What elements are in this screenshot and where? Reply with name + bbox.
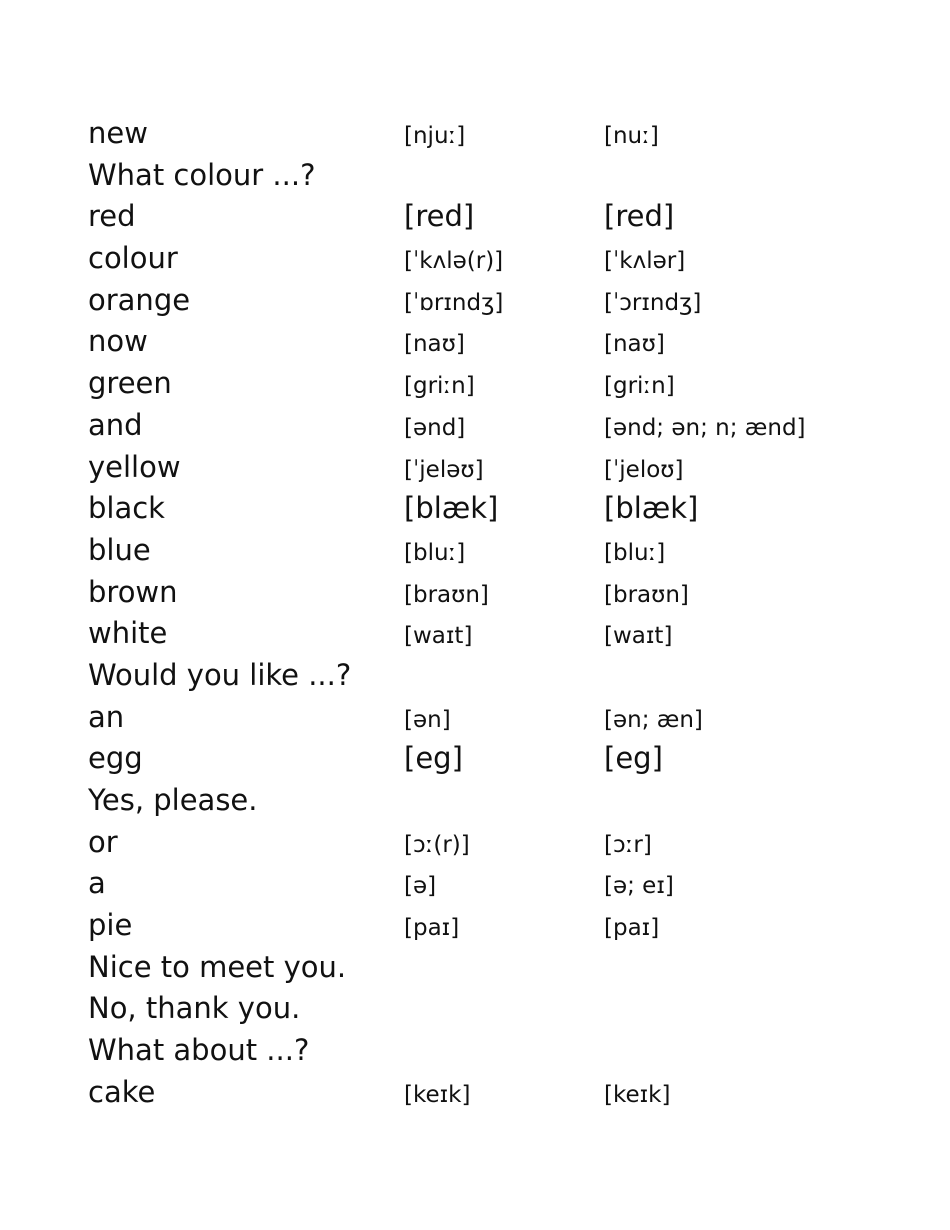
uk-phonetic: [paɪ] [404, 915, 460, 942]
uk-phonetic: [ˈɒrɪndʒ] [404, 289, 504, 316]
vocab-row [88, 1071, 868, 1113]
vocab-row [88, 112, 868, 154]
uk-phonetic: [naʊ] [404, 331, 465, 358]
vocab-row [88, 195, 868, 237]
uk-phonetic: [bluː] [404, 539, 466, 566]
us-phonetic: [waɪt] [604, 623, 673, 650]
vocab-row [88, 946, 868, 988]
vocab-word: egg [88, 741, 143, 776]
uk-phonetic: [braʊn] [404, 581, 489, 608]
vocab-row [88, 237, 868, 279]
vocab-word: Yes, please. [88, 783, 258, 817]
vocab-row [88, 404, 868, 446]
vocab-row [88, 529, 868, 571]
vocab-word: colour [88, 241, 178, 276]
us-phonetic: [ˈkʌlər] [604, 248, 686, 275]
vocab-word: yellow [88, 449, 181, 484]
uk-phonetic: [ˈjeləʊ] [404, 456, 484, 483]
us-phonetic: [braʊn] [604, 581, 689, 608]
vocab-row [88, 696, 868, 738]
vocab-row [88, 1029, 868, 1071]
vocab-row [88, 654, 868, 696]
vocab-word: or [88, 824, 118, 859]
uk-phonetic: [ə] [404, 873, 437, 900]
us-phonetic: [eg] [604, 741, 663, 776]
us-phonetic: [red] [604, 199, 675, 234]
vocab-word: Nice to meet you. [88, 949, 347, 984]
vocab-row [88, 862, 868, 904]
us-phonetic: [ənd; ən; n; ænd] [604, 414, 806, 441]
vocab-word: black [88, 491, 165, 526]
us-phonetic: [blæk] [604, 491, 699, 526]
us-phonetic: [paɪ] [604, 915, 660, 942]
uk-phonetic: [ɔː(r)] [404, 831, 470, 858]
vocab-word: green [88, 366, 172, 401]
vocab-word: white [88, 616, 168, 651]
us-phonetic: [ə; eɪ] [604, 873, 674, 900]
us-phonetic: [ɔːr] [604, 831, 652, 858]
uk-phonetic: [njuː] [404, 123, 466, 149]
vocab-row [88, 362, 868, 404]
vocab-row [88, 904, 868, 946]
us-phonetic: [griːn] [604, 373, 675, 400]
vocab-row [88, 737, 868, 779]
vocab-word: blue [88, 532, 151, 567]
vocab-word: orange [88, 282, 191, 317]
vocab-word: and [88, 407, 143, 442]
vocab-row [88, 446, 868, 488]
uk-phonetic: [griːn] [404, 373, 475, 400]
vocab-row [88, 320, 868, 362]
vocab-row [88, 821, 868, 863]
vocab-row [88, 154, 868, 196]
us-phonetic: [ˈjeloʊ] [604, 456, 684, 483]
uk-phonetic: [red] [404, 199, 475, 234]
us-phonetic: [ˈɔrɪndʒ] [604, 289, 702, 316]
uk-phonetic: [ənd] [404, 414, 466, 441]
uk-phonetic: [ˈkʌlə(r)] [404, 248, 504, 275]
vocab-row [88, 571, 868, 613]
vocab-row [88, 279, 868, 321]
vocab-word: pie [88, 908, 133, 943]
vocab-word: brown [88, 574, 178, 609]
us-phonetic: [nuː] [604, 123, 659, 149]
vocab-row [88, 612, 868, 654]
vocab-word: cake [88, 1074, 156, 1109]
us-phonetic: [bluː] [604, 539, 666, 566]
uk-phonetic: [ən] [404, 706, 451, 733]
us-phonetic: [ən; æn] [604, 706, 703, 733]
uk-phonetic: [blæk] [404, 491, 499, 526]
uk-phonetic: [waɪt] [404, 623, 473, 650]
vocab-word: red [88, 199, 136, 234]
vocab-word: Would you like ...? [88, 657, 352, 692]
vocab-word: new [88, 116, 148, 150]
vocab-word: What colour ...? [88, 157, 316, 192]
us-phonetic: [naʊ] [604, 331, 665, 358]
vocab-word: an [88, 699, 125, 734]
vocab-word: a [88, 866, 106, 901]
vocab-word: now [88, 324, 148, 359]
vocab-word: What about ...? [88, 1033, 310, 1068]
vocab-row [88, 779, 868, 821]
vocab-word: No, thank you. [88, 991, 301, 1026]
us-phonetic: [keɪk] [604, 1081, 671, 1108]
vocab-row [88, 987, 868, 1029]
vocabulary-list [88, 112, 868, 1113]
uk-phonetic: [keɪk] [404, 1081, 471, 1108]
vocab-row [88, 487, 868, 529]
uk-phonetic: [eg] [404, 741, 463, 776]
